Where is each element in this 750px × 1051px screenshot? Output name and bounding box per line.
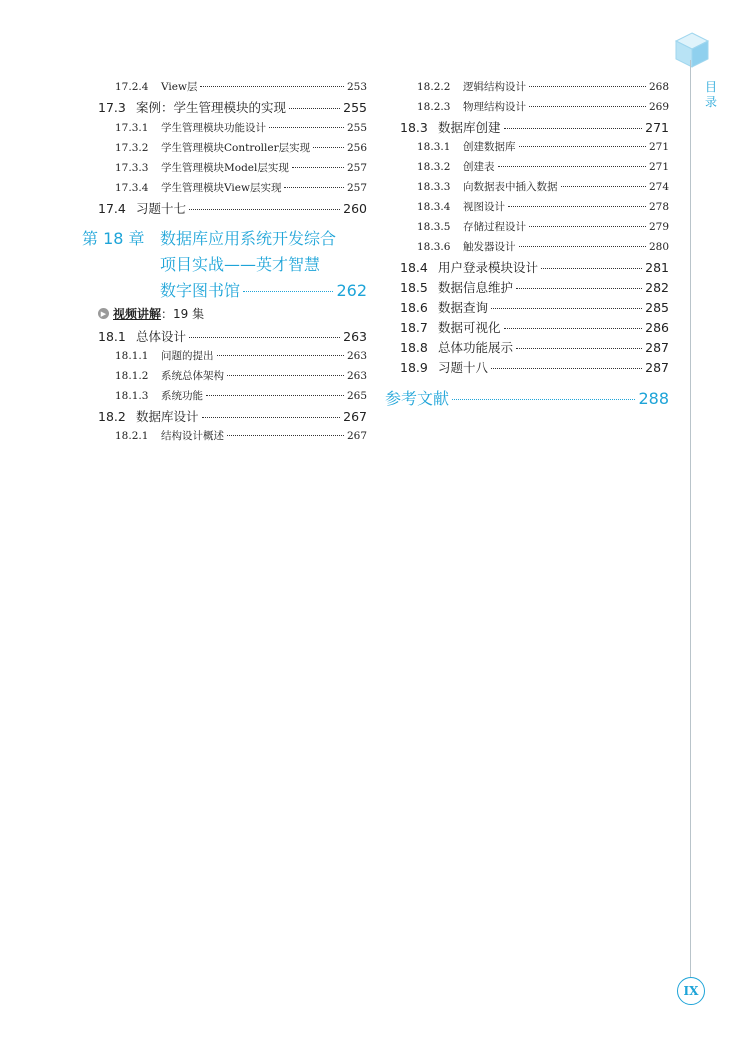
entry-page: 267 (343, 409, 367, 424)
entry-title: 触发器设计 (463, 241, 516, 253)
entry-page: 271 (648, 141, 669, 153)
entry-number: 18.5 (400, 280, 428, 295)
entry-number: 18.1.1 (115, 350, 149, 362)
chapter-title-line3: 数字图书馆 (160, 281, 241, 300)
entry-title: 学生管理模块Model层实现 (161, 162, 289, 174)
toc-entry[interactable] (417, 99, 669, 113)
entry-title: 数据信息维护 (438, 280, 514, 295)
dot-leader (508, 206, 646, 207)
entry-title: 数据库创建 (438, 120, 501, 135)
entry-title: 创建数据库 (463, 141, 516, 153)
entry-title: 存储过程设计 (463, 221, 526, 233)
entry-number: 18.7 (400, 320, 428, 335)
dot-leader (529, 226, 646, 227)
entry-number: 17.3 (98, 100, 126, 115)
entry-page: 285 (645, 300, 669, 315)
entry-number: 18.3.5 (417, 221, 451, 233)
cube-logo-icon (672, 30, 712, 70)
toc-entry[interactable] (417, 199, 669, 213)
entry-title: 总体功能展示 (438, 340, 514, 355)
toc-entry[interactable] (417, 139, 669, 153)
side-divider-line (690, 60, 691, 978)
toc-entry[interactable] (400, 338, 669, 354)
entry-page: 267 (346, 430, 367, 442)
entry-page: 269 (648, 101, 669, 113)
dot-leader (516, 348, 642, 349)
entry-page: 280 (648, 241, 669, 253)
entry-page: 263 (346, 350, 367, 362)
toc-entry[interactable] (115, 79, 367, 93)
entry-number: 17.4 (98, 201, 126, 216)
entry-number: 18.3.4 (417, 201, 451, 213)
dot-leader (289, 108, 340, 109)
entry-number: 17.3.4 (115, 182, 149, 194)
entry-title: 物理结构设计 (463, 101, 526, 113)
toc-entry[interactable] (417, 179, 669, 193)
toc-entry[interactable] (400, 318, 669, 334)
toc-entry[interactable] (115, 160, 367, 174)
entry-title: 创建表 (463, 161, 495, 173)
entry-page: 274 (648, 181, 669, 193)
entry-title: 数据查询 (438, 300, 489, 315)
dot-leader (206, 395, 344, 396)
references-entry[interactable] (385, 386, 669, 409)
entry-number: 18.6 (400, 300, 428, 315)
entry-page: 257 (346, 162, 367, 174)
toc-entry[interactable] (98, 98, 367, 114)
dot-leader (269, 127, 344, 128)
entry-title: 学生管理模块功能设计 (161, 122, 266, 134)
entry-number: 18.4 (400, 260, 428, 275)
entry-number: 18.2 (98, 409, 126, 424)
dot-leader (519, 246, 646, 247)
page-number: IX (683, 984, 699, 998)
entry-page: 278 (648, 201, 669, 213)
entry-page: 255 (346, 122, 367, 134)
entry-number: 17.3.3 (115, 162, 149, 174)
entry-number: 18.3.6 (417, 241, 451, 253)
entry-page: 287 (645, 360, 669, 375)
dot-leader (189, 337, 340, 338)
chapter-title-line1: 数据库应用系统开发综合 (160, 229, 337, 248)
page-number-badge (677, 977, 705, 1005)
toc-entry[interactable] (115, 428, 367, 442)
toc-entry[interactable] (400, 278, 669, 294)
entry-title: 问题的提出 (161, 350, 214, 362)
entry-page: 265 (346, 390, 367, 402)
entry-title: 系统功能 (161, 390, 203, 402)
dot-leader (491, 368, 642, 369)
dot-leader (200, 86, 343, 87)
entry-page: 286 (645, 320, 669, 335)
dot-leader (541, 268, 642, 269)
chapter-title-line3-row (82, 278, 367, 304)
entry-title: 习题十七 (136, 201, 187, 216)
dot-leader (189, 209, 340, 210)
dot-leader (202, 417, 341, 418)
toc-entry[interactable] (115, 180, 367, 194)
toc-entry[interactable] (98, 407, 367, 423)
entry-number: 18.1.2 (115, 370, 149, 382)
entry-page: 279 (648, 221, 669, 233)
entry-title: 数据库设计 (136, 409, 199, 424)
toc-entry[interactable] (417, 219, 669, 233)
entry-page: 271 (645, 120, 669, 135)
toc-entry[interactable] (400, 118, 669, 134)
entry-number: 18.1 (98, 329, 126, 344)
entry-number: 18.8 (400, 340, 428, 355)
entry-title: 案例：学生管理模块的实现 (136, 100, 287, 115)
dot-leader (519, 146, 646, 147)
entry-number: 18.2.3 (417, 101, 451, 113)
toc-entry[interactable] (417, 159, 669, 173)
entry-page: 260 (343, 201, 367, 216)
entry-title: 向数据表中插入数据 (463, 181, 558, 193)
entry-number: 17.3.2 (115, 142, 149, 154)
dot-leader (217, 355, 344, 356)
toc-entry[interactable] (417, 79, 669, 93)
entry-title: 系统总体架构 (161, 370, 224, 382)
dot-leader (491, 308, 642, 309)
chapter-number: 第 18 章 (82, 229, 145, 248)
sidebar-label: 目录 (704, 80, 717, 109)
chapter-heading[interactable] (82, 226, 367, 304)
entry-title: 结构设计概述 (161, 430, 224, 442)
entry-page: 287 (645, 340, 669, 355)
dot-leader (516, 288, 642, 289)
dot-leader (529, 106, 646, 107)
references-title: 参考文献 (385, 389, 450, 408)
toc-entry[interactable] (400, 258, 669, 274)
video-info (98, 305, 204, 322)
toc-entry[interactable] (115, 348, 367, 362)
dot-leader (227, 435, 344, 436)
entry-page: 281 (645, 260, 669, 275)
toc-entry[interactable] (98, 199, 367, 215)
references-page: 288 (638, 389, 669, 408)
entry-title: View层 (161, 81, 198, 93)
toc-entry[interactable] (417, 239, 669, 253)
entry-page: 263 (343, 329, 367, 344)
toc-entry[interactable] (115, 368, 367, 382)
entry-number: 18.3.1 (417, 141, 451, 153)
entry-title: 学生管理模块View层实现 (161, 182, 282, 194)
entry-title: 学生管理模块Controller层实现 (161, 142, 311, 154)
dot-leader (227, 375, 344, 376)
dot-leader (504, 128, 643, 129)
video-label: 视频讲解 (113, 307, 162, 321)
dot-leader (504, 328, 643, 329)
entry-number: 18.3 (400, 120, 428, 135)
entry-number: 18.9 (400, 360, 428, 375)
entry-number: 18.3.3 (417, 181, 451, 193)
video-count: ：19 集 (161, 307, 205, 321)
toc-entry[interactable] (400, 298, 669, 314)
dot-leader (284, 187, 343, 188)
dot-leader (313, 147, 344, 148)
entry-page: 271 (648, 161, 669, 173)
entry-page: 257 (346, 182, 367, 194)
dot-leader (529, 86, 646, 87)
entry-number: 18.2.2 (417, 81, 451, 93)
entry-number: 17.2.4 (115, 81, 149, 93)
chapter-title-line2: 项目实战——英才智慧 (160, 255, 321, 274)
entry-page: 255 (343, 100, 367, 115)
entry-title: 用户登录模块设计 (438, 260, 539, 275)
toc-entry[interactable] (98, 327, 367, 343)
toc-entry[interactable] (400, 358, 669, 374)
dot-leader (498, 166, 646, 167)
entry-page: 263 (346, 370, 367, 382)
entry-page: 253 (346, 81, 367, 93)
entry-number: 17.3.1 (115, 122, 149, 134)
entry-title: 总体设计 (136, 329, 187, 344)
entry-title: 视图设计 (463, 201, 505, 213)
entry-page: 282 (645, 280, 669, 295)
toc-entry[interactable] (115, 388, 367, 402)
dot-leader (452, 399, 635, 400)
dot-leader (561, 186, 646, 187)
entry-title: 习题十八 (438, 360, 489, 375)
entry-number: 18.3.2 (417, 161, 451, 173)
toc-entry[interactable] (115, 140, 367, 154)
entry-page: 268 (648, 81, 669, 93)
toc-entry[interactable] (115, 120, 367, 134)
video-play-icon: ▶ (98, 308, 109, 319)
dot-leader (243, 291, 333, 292)
entry-title: 数据可视化 (438, 320, 501, 335)
entry-number: 18.2.1 (115, 430, 149, 442)
entry-number: 18.1.3 (115, 390, 149, 402)
chapter-page: 262 (336, 281, 367, 300)
dot-leader (292, 167, 344, 168)
entry-title: 逻辑结构设计 (463, 81, 526, 93)
entry-page: 256 (346, 142, 367, 154)
